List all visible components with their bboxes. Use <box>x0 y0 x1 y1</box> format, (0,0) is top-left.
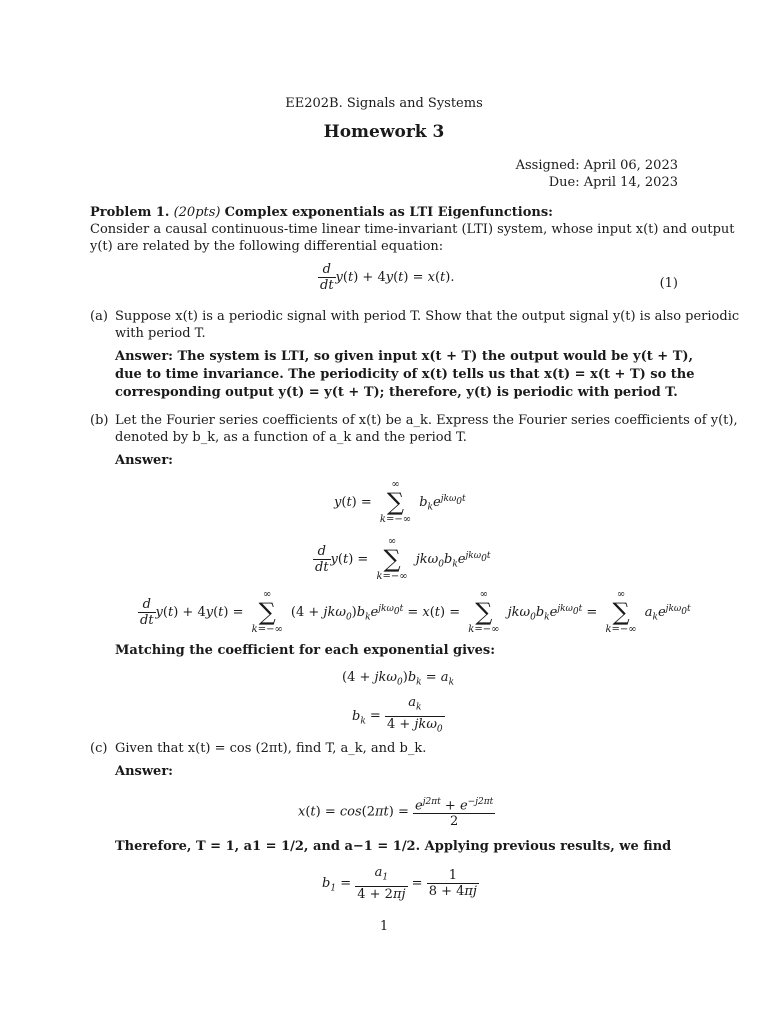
bk-formula: $b_k$ = $\frac{a_k}{4 + jk\omega_0}$ <box>352 695 443 735</box>
homework-title: Homework 3 <box>323 122 445 142</box>
part-a-answer-line1: Answer: The system is LTI, so given input x(t + T) the output would be y(t + T), <box>115 349 694 364</box>
problem-intro-line2: y(t) are related by the following differential equation: <box>90 239 444 254</box>
matching-statement: Matching the coefficient for each exponential gives: <box>115 643 496 658</box>
part-c-label: (c) <box>90 741 108 756</box>
problem-points: (20pts) <box>173 205 221 220</box>
derivative-fraction: $\frac{d}{dt}$ <box>320 262 334 293</box>
cosine-expansion: x(t) = cos(2πt) = $\frac{e^{j2\pi t} + e^{-j2\pi t}}{2}$ <box>298 797 494 830</box>
problem-intro-line1: Consider a causal continuous-time linear time-invariant (LTI) system, whose input x(t) and output <box>90 222 735 237</box>
due-date: Due: April 14, 2023 <box>548 175 678 190</box>
part-c-question: Given that x(t) = cos (2πt), find T, a_k, and b_k. <box>115 741 427 756</box>
sum-symbol: ∞ ∑ k=−∞ <box>379 479 412 525</box>
part-b-label: (b) <box>90 413 109 428</box>
part-c-therefore: Therefore, T = 1, a1 = 1/2, and a−1 = 1/2. Applying previous results, we find <box>115 839 672 854</box>
problem-title: Complex exponentials as LTI Eigenfunctions: <box>224 205 553 220</box>
part-a-answer-line3: corresponding output y(t) = y(t + T); therefore, y(t) is periodic with period T. <box>115 385 678 400</box>
fourier-series-y: y(t) = ∞ ∑ k=−∞ $b_ke^{jk\omega_0t}$ <box>334 479 466 525</box>
course-name: EE202B. Signals and Systems <box>285 96 483 111</box>
equation-number: (1) <box>659 276 678 291</box>
part-a-question-line1: Suppose x(t) is a periodic signal with period T. Show that the output signal y(t) is also periodic <box>115 309 740 324</box>
part-c-answer-label: Answer: <box>115 764 173 779</box>
problem-label: Problem 1. <box>90 205 170 220</box>
b1-formula: $b_1$ = $\frac{a_1}{4 + 2\pi j}$ = $\frac{1}{8 + 4\pi j}$ <box>322 865 477 902</box>
assigned-date: Assigned: April 06, 2023 <box>515 158 678 173</box>
part-a-label: (a) <box>90 309 108 324</box>
part-a-question-line2: with period T. <box>115 326 206 341</box>
derivative-series: $\frac{d}{dt}$ y(t) = ∞ ∑ k=−∞ $jk\omega_0b_ke^{jk\omega_0t}$ <box>315 536 491 582</box>
sum-symbol: ∞ ∑ k=−∞ <box>376 536 408 582</box>
sum-symbol: ∞ ∑ k=−∞ <box>468 589 500 635</box>
sum-symbol: ∞ ∑ k=−∞ <box>251 589 283 635</box>
part-b-answer-label: Answer: <box>115 453 173 468</box>
part-b-question-line2: denoted by b_k, as a function of a_k and the period T. <box>115 430 467 445</box>
part-b-question-line1: Let the Fourier series coefficients of x(t) be a_k. Express the Fourier series coefficients of y(t), <box>115 413 738 428</box>
full-series-equation: $\frac{d}{dt}$ y(t) + 4y(t) = ∞ ∑ k=−∞ $(4 + jk\omega_0)b_ke^{jk\omega_0t} = x(t)$ = ∞ ∑ k=−∞ $jk\omega_0b_ke^{jk\omega_0t}$ = ∞ ∑ k=−∞ $a_ke^{jk\omega_0t}$ <box>140 589 691 635</box>
problem-heading <box>90 204 553 221</box>
page-number: 1 <box>379 919 389 934</box>
equation-1: $\frac{d}{dt}$ y(t) + 4y(t) = x(t). <box>320 262 455 293</box>
part-a-answer-line2: due to time invariance. The periodicity of x(t) tells us that x(t) = x(t + T) so the <box>115 367 695 382</box>
coefficient-relation: $(4 + jk\omega_0)b_k = a_k$ <box>342 670 455 688</box>
sum-symbol: ∞ ∑ k=−∞ <box>605 589 637 635</box>
